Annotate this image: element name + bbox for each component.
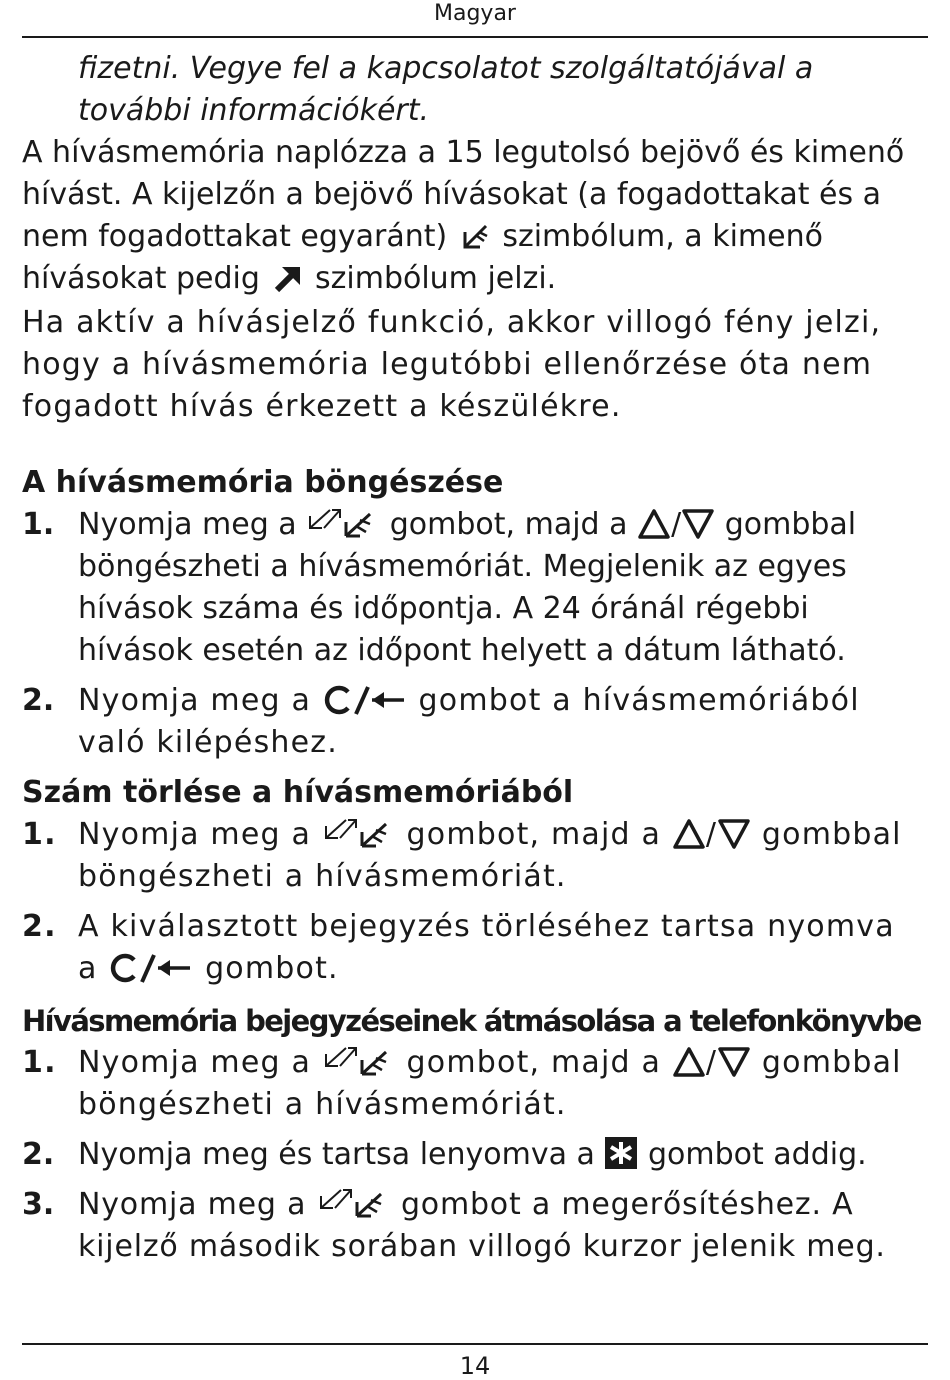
down-triangle-icon [717,1046,751,1078]
step-number: 2. [22,909,57,944]
step-text-c: gombbal böngészheti a hívásmemóriát. [78,1045,902,1122]
copy-step-2 [22,1134,922,1176]
step-text-a: Nyomja meg a [78,817,322,852]
page-header-language: Magyar [434,1,516,26]
delete-step-1 [22,814,922,898]
page-number: 14 [459,1352,491,1380]
intro-text-a: A hívásmemória naplózza a 15 legutolsó bejövő és kimenő hívást. A kijelzőn a bejövő hívásokat (a fogadottakat és a nem fogadottakat egyaránt) [22,135,905,254]
step-text-b: gombot addig. [638,1137,867,1172]
step-text-b: gombot, majd a [395,1045,672,1080]
step-number: 1. [22,1045,57,1080]
step-number: 3. [22,1187,55,1222]
clear-back-key-icon [322,684,408,716]
step-text-b: gombot, majd a [395,817,672,852]
up-triangle-icon [672,818,706,850]
intro-text-b: szimbólum, a kimenő hívásokat pedig [22,219,823,296]
copy-step-3 [22,1184,922,1268]
clear-back-key-icon [108,952,194,984]
step-number: 1. [22,817,57,852]
step-text-a: Nyomja meg a [78,1045,322,1080]
step-number: 2. [22,1137,55,1172]
step-text-b: gombot a hívásmemóriából való kilépéshez. [78,683,860,760]
step-text [78,1184,922,1268]
browse-step-1 [22,504,922,672]
step-text [78,504,922,672]
call-log-key-icon [322,1044,396,1078]
step-text [78,1042,922,1126]
up-triangle-icon [637,508,671,540]
step-number: 1. [22,507,55,542]
heading-delete-number: Szám törlése a hívásmemóriából [22,775,574,810]
step-text [78,1134,922,1176]
step-text-a: Nyomja meg a [78,683,322,718]
footer-rule [22,1343,928,1345]
incoming-call-icon [457,222,493,252]
copy-step-1 [22,1042,922,1126]
call-log-key-icon [322,816,396,850]
page-content [22,48,922,1268]
intro-text-c: szimbólum jelzi. [305,261,557,296]
step-text-c: gombbal böngészheti a hívásmemóriát. Megjelenik az egyes hívások száma és időpontja. A 24 óránál régebbi hívások esetén az időpont helyett a dátum látható. [78,507,857,668]
browse-step-2 [22,680,922,764]
down-triangle-icon [681,508,715,540]
step-text-b: gombot. [194,951,339,986]
step-text-a: Nyomja meg és tartsa lenyomva a [78,1137,605,1172]
star-key-icon [604,1136,638,1170]
intro-italic-continuation: fizetni. Vegye fel a kapcsolatot szolgáltatójával a további információkért. [78,51,814,128]
heading-copy-to-phonebook: Hívásmemória bejegyzéseinek átmásolása a telefonkönyvbe [22,1004,921,1038]
step-text-b: gombot, majd a [380,507,638,542]
down-triangle-icon [717,818,751,850]
step-text [78,680,922,764]
call-log-key-icon [306,506,380,540]
delete-step-2 [22,906,922,990]
step-text-b: gombot a megerősítéshez. A kijelző második sorában villogó kurzor jelenik meg. [78,1187,886,1264]
step-text-a: Nyomja meg a [78,507,307,542]
up-triangle-icon [672,1046,706,1078]
step-text-a: A kiválasztott bejegyzés törléséhez tartsa nyomva a [78,909,895,986]
step-text-a: Nyomja meg a [78,1187,317,1222]
step-number: 2. [22,683,55,718]
intro-paragraph-indicator: Ha aktív a hívásjelző funkció, akkor villogó fény jelzi, hogy a hívásmemória legutóbbi ellenőrzése óta nem fogadott hívás érkezett a készülékre. [22,305,882,424]
step-text-c: gombbal böngészheti a hívásmemóriát. [78,817,902,894]
heading-browse-call-memory: A hívásmemória böngészése [22,465,504,500]
step-text [78,814,922,898]
step-separator: / [705,817,718,852]
call-log-key-icon [317,1186,391,1220]
step-separator: / [705,1045,718,1080]
step-text [78,906,922,990]
step-separator: / [671,507,682,542]
header-rule [22,36,928,38]
outgoing-call-icon [269,262,305,294]
intro-paragraph-call-memory [22,132,922,300]
